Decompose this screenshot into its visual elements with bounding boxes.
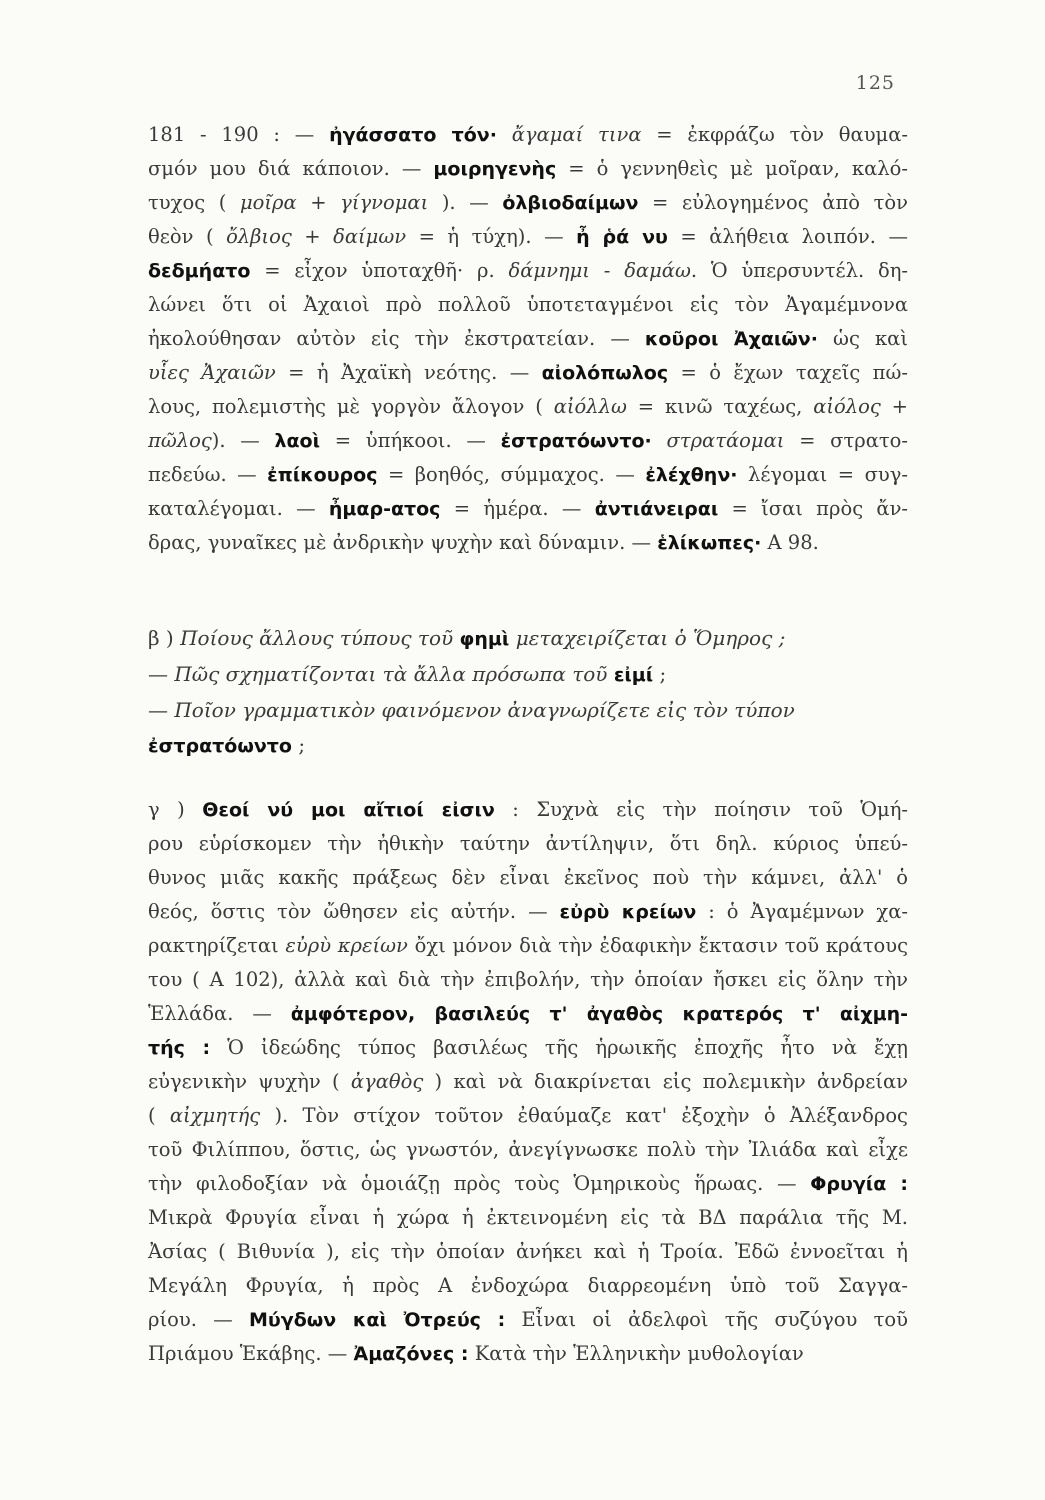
italic-text: ὄλβιος + δαίμων	[226, 225, 407, 248]
text-line	[148, 1303, 908, 1337]
text-line	[148, 1133, 908, 1167]
italic-text: μοῖρα + γίγνομαι	[239, 191, 429, 214]
text-run: = ἐκφράζω τὸν θαυμα-	[641, 123, 908, 146]
text-run: = ἡμέρα. —	[440, 497, 595, 520]
text-run: ρίου. —	[148, 1308, 250, 1331]
glossary-section-1	[148, 118, 908, 560]
text-line	[148, 827, 908, 861]
text-run: = στρατο-	[784, 429, 909, 452]
bold-term: ἐστρατόωντο	[148, 735, 292, 757]
bold-term: ἀντιάνειραι	[594, 498, 719, 520]
text-run: δρας, γυναῖκες μὲ ἀνδρικὴν ψυχὴν καὶ δύναμιν. —	[148, 531, 658, 554]
bold-term: Θεοί νύ μοι αἴτιοί εἰσιν	[202, 799, 495, 821]
text-line	[148, 929, 908, 963]
bold-term: ἠγάσσατο τόν·	[329, 124, 497, 146]
italic-text: Ποίους ἄλλους τύπους τοῦ	[180, 626, 454, 650]
bold-term: αἰολόπωλος	[541, 362, 669, 384]
bold-term: ἐστρατόωντο·	[500, 430, 652, 452]
question-line	[148, 728, 908, 764]
italic-text: Ποῖον γραμματικὸν φαινόμενον ἀναγνωρίζετε εἰς τὸν τύπον	[174, 698, 795, 722]
bold-term: Ἀμαζόνες :	[353, 1343, 469, 1365]
bold-term: εὐρὺ κρείων	[559, 901, 697, 923]
question-line	[148, 693, 908, 728]
text-line	[148, 118, 908, 152]
text-run: ἠκολούθησαν αὐτὸν εἰς τὴν ἐκστρατείαν. —	[148, 327, 645, 350]
bold-term: μοιρηγενὴς	[433, 158, 557, 180]
text-line	[148, 220, 908, 254]
text-line	[148, 1167, 908, 1201]
text-run: τυχος (	[148, 191, 240, 214]
text-run: λέγομαι = συγ-	[737, 463, 908, 486]
italic-text: αἰόλλω	[553, 395, 627, 418]
text-line	[148, 390, 908, 424]
page-number: 125	[855, 72, 895, 94]
text-line	[148, 1031, 908, 1065]
text-line	[148, 861, 908, 895]
question-line	[148, 621, 908, 657]
italic-text: αἰόλος +	[813, 395, 908, 418]
text-run: τοῦ Φιλίππου, ὅστις, ὡς γνωστόν, ἀνεγίγνωσκε πολὺ τὴν Ἰλιάδα καὶ εἶχε	[148, 1138, 908, 1161]
text-run	[497, 123, 512, 146]
text-line	[148, 1201, 908, 1235]
bold-term: Φρυγία :	[810, 1173, 908, 1195]
text-run: —	[148, 698, 175, 722]
text-line	[148, 424, 908, 458]
text-run: = ἀλήθεια λοιπόν. —	[667, 225, 908, 248]
text-run: τὴν φιλοδοξίαν νὰ ὁμοιάζῃ πρὸς τοὺς Ὁμηρικοὺς ἥρωας. —	[148, 1172, 811, 1195]
italic-text: αἰχμητής	[169, 1104, 261, 1127]
text-line	[148, 458, 908, 492]
text-run: καταλέγομαι. —	[148, 497, 329, 520]
text-run: Ὁ ἰδεώδης τύπος βασιλέως τῆς ἡρωικῆς ἐποχῆς ἦτο νὰ ἔχῃ	[210, 1036, 908, 1059]
text-line	[148, 288, 908, 322]
text-line	[148, 1099, 908, 1133]
text-run: σμόν μου διά κάποιον. —	[148, 157, 434, 180]
text-run: ). —	[428, 191, 503, 214]
bold-term: κοῦροι Ἀχαιῶν·	[644, 328, 818, 350]
text-run: θεός, ὅστις τὸν ὤθησεν εἰς αὐτήν. —	[148, 900, 560, 923]
bold-term: ἐπίκουρος	[267, 464, 378, 486]
text-run: Εἶναι οἱ ἀδελφοὶ τῆς συζύγου τοῦ	[505, 1308, 909, 1331]
text-run: λώνει ὅτι οἱ Ἀχαιοὶ πρὸ πολλοῦ ὑποτεταγμένοι εἰς τὸν Ἀγαμέμνονα	[148, 293, 908, 316]
text-run: = κινῶ ταχέως,	[626, 395, 814, 418]
text-run: (	[148, 1104, 170, 1127]
text-run: = ὑπήκοοι. —	[320, 429, 501, 452]
text-run: λους, πολεμιστὴς μὲ γοργὸν ἄλογον (	[148, 395, 554, 418]
bold-term: ἦμαρ-ατος	[328, 498, 441, 520]
text-run: πεδεύω. —	[148, 463, 268, 486]
text-run	[652, 429, 667, 452]
text-run: = ὁ ἔχων ταχεῖς πώ-	[668, 361, 908, 384]
text-line	[148, 1269, 908, 1303]
bold-term: ἐλέχθην·	[645, 464, 738, 486]
text-run: = ὁ γεννηθεὶς μὲ μοῖραν, καλό-	[556, 157, 908, 180]
text-run: . Ὁ ὑπερσυντέλ. δη-	[690, 259, 908, 282]
text-line	[148, 152, 908, 186]
text-line	[148, 997, 908, 1031]
text-run: Ἀσίας ( Βιθυνία ), εἰς τὴν ὁποίαν ἀνήκει καὶ ἡ Τροία. Ἐδῶ ἐννοεῖται ἡ	[148, 1240, 908, 1263]
text-line	[148, 322, 908, 356]
bold-term: ἦ ῥά νυ	[576, 226, 668, 248]
text-run: ;	[653, 662, 667, 686]
text-run: ). Τὸν στίχον τοῦτον ἐθαύμαζε κατ' ἐξοχὴν ὁ Ἀλέξανδρος	[260, 1104, 908, 1127]
text-run: β )	[148, 626, 181, 650]
text-run: = βοηθός, σύμμαχος. —	[377, 463, 646, 486]
text-run: του ( Α 102), ἀλλὰ καὶ διὰ τὴν ἐπιβολήν, τὴν ὁποίαν ἤσκει εἰς ὅλην τὴν	[148, 968, 908, 991]
text-run: —	[148, 662, 175, 686]
italic-text: δάμνημι - δαμάω	[508, 259, 691, 282]
bold-term: φημὶ	[459, 628, 510, 650]
text-run: Μικρὰ Φρυγία εἶναι ἡ χώρα ἡ ἐκτεινομένη εἰς τὰ ΒΔ παράλια τῆς Μ.	[148, 1206, 908, 1229]
text-run: γ )	[148, 798, 203, 821]
text-run: = εἶχον ὑποταχθῆ· ρ.	[250, 259, 509, 282]
bold-term: τής :	[148, 1037, 211, 1059]
bold-term: δεδμήατο	[148, 260, 251, 282]
text-line	[148, 1235, 908, 1269]
text-run: Πριάμου Ἑκάβης. —	[148, 1342, 354, 1365]
text-line	[148, 356, 908, 390]
text-run: ὄχι μόνον διὰ τὴν ἐδαφικὴν ἔκτασιν τοῦ κράτους	[407, 934, 908, 957]
italic-text: ἀγαθὸς	[350, 1070, 424, 1093]
italic-text: υἷες Ἀχαιῶν	[148, 361, 276, 384]
bold-term: λαοὶ	[274, 430, 321, 452]
text-line	[148, 895, 908, 929]
italic-text: μεταχειρίζεται ὁ Ὅμηρος ;	[515, 626, 786, 650]
bold-term: εἰμί	[613, 664, 654, 686]
text-run: : ὁ Ἀγαμέμνων χα-	[696, 900, 909, 923]
text-run: Κατὰ τὴν Ἑλληνικὴν μυθολογίαν	[468, 1342, 804, 1365]
text-run: : Συχνὰ εἰς τὴν ποίησιν τοῦ Ὁμή-	[494, 798, 908, 821]
text-run: Ἑλλάδα. —	[148, 1002, 291, 1025]
bold-term: Μύγδων καὶ Ὀτρεύς :	[249, 1309, 506, 1331]
text-run: Μεγάλη Φρυγία, ἡ πρὸς Α ἐνδοχώρα διαρρεομένη ὑπὸ τοῦ Σαγγα-	[148, 1274, 908, 1297]
bold-term: ὀλβιοδαίμων	[502, 192, 639, 214]
text-line	[148, 1065, 908, 1099]
italic-text: Πῶς σχηματίζονται τὰ ἄλλα πρόσωπα τοῦ	[174, 662, 608, 686]
italic-text: στρατάομαι	[666, 429, 785, 452]
text-run: Α 98.	[761, 531, 819, 554]
text-run: = ἡ τύχη). —	[406, 225, 577, 248]
bold-term: ἀμφότερον, βασιλεύς τ' ἀγαθὸς κρατερός τ' αἰχμη-	[290, 1003, 908, 1025]
text-run: 181 - 190 : —	[148, 123, 330, 146]
question-line	[148, 657, 908, 693]
text-run: ρου εὑρίσκομεν τὴν ἠθικὴν ταύτην ἀντίληψιν, ὅτι δηλ. κύριος ὑπεύ-	[148, 832, 908, 855]
text-line	[148, 963, 908, 997]
italic-text: εὐρὺ κρείων	[285, 934, 408, 957]
text-line	[148, 526, 908, 560]
commentary-section-gamma	[148, 793, 908, 1371]
text-line	[148, 254, 908, 288]
text-run: ;	[291, 733, 306, 757]
text-line	[148, 1337, 908, 1371]
text-run: εὐγενικὴν ψυχὴν (	[148, 1070, 351, 1093]
text-run: θεὸν (	[148, 225, 227, 248]
text-run: ρακτηρίζεται	[148, 934, 286, 957]
bold-term: ἑλίκωπες·	[657, 532, 762, 554]
text-run: ὡς καὶ	[817, 327, 908, 350]
text-run: = εὐλογημένος ἀπὸ τὸν	[638, 191, 908, 214]
italic-text: ἄγαμαί τινα	[511, 123, 642, 146]
text-run: ). —	[211, 429, 275, 452]
text-run: ) καὶ νὰ διακρίνεται εἰς πολεμικὴν ἀνδρείαν	[423, 1070, 908, 1093]
text-run: = ἡ Ἀχαϊκὴ νεότης. —	[275, 361, 542, 384]
text-line	[148, 793, 908, 827]
text-line	[148, 186, 908, 220]
italic-text: πῶλος	[148, 429, 212, 452]
text-run: θυνος μιᾶς κακῆς πράξεως δὲν εἶναι ἐκεῖνος ποὺ τὴν κάμνει, ἀλλ' ὁ	[148, 866, 908, 889]
text-line	[148, 492, 908, 526]
text-run: = ἴσαι πρὸς ἄν-	[718, 497, 909, 520]
questions-section-beta	[148, 621, 908, 764]
